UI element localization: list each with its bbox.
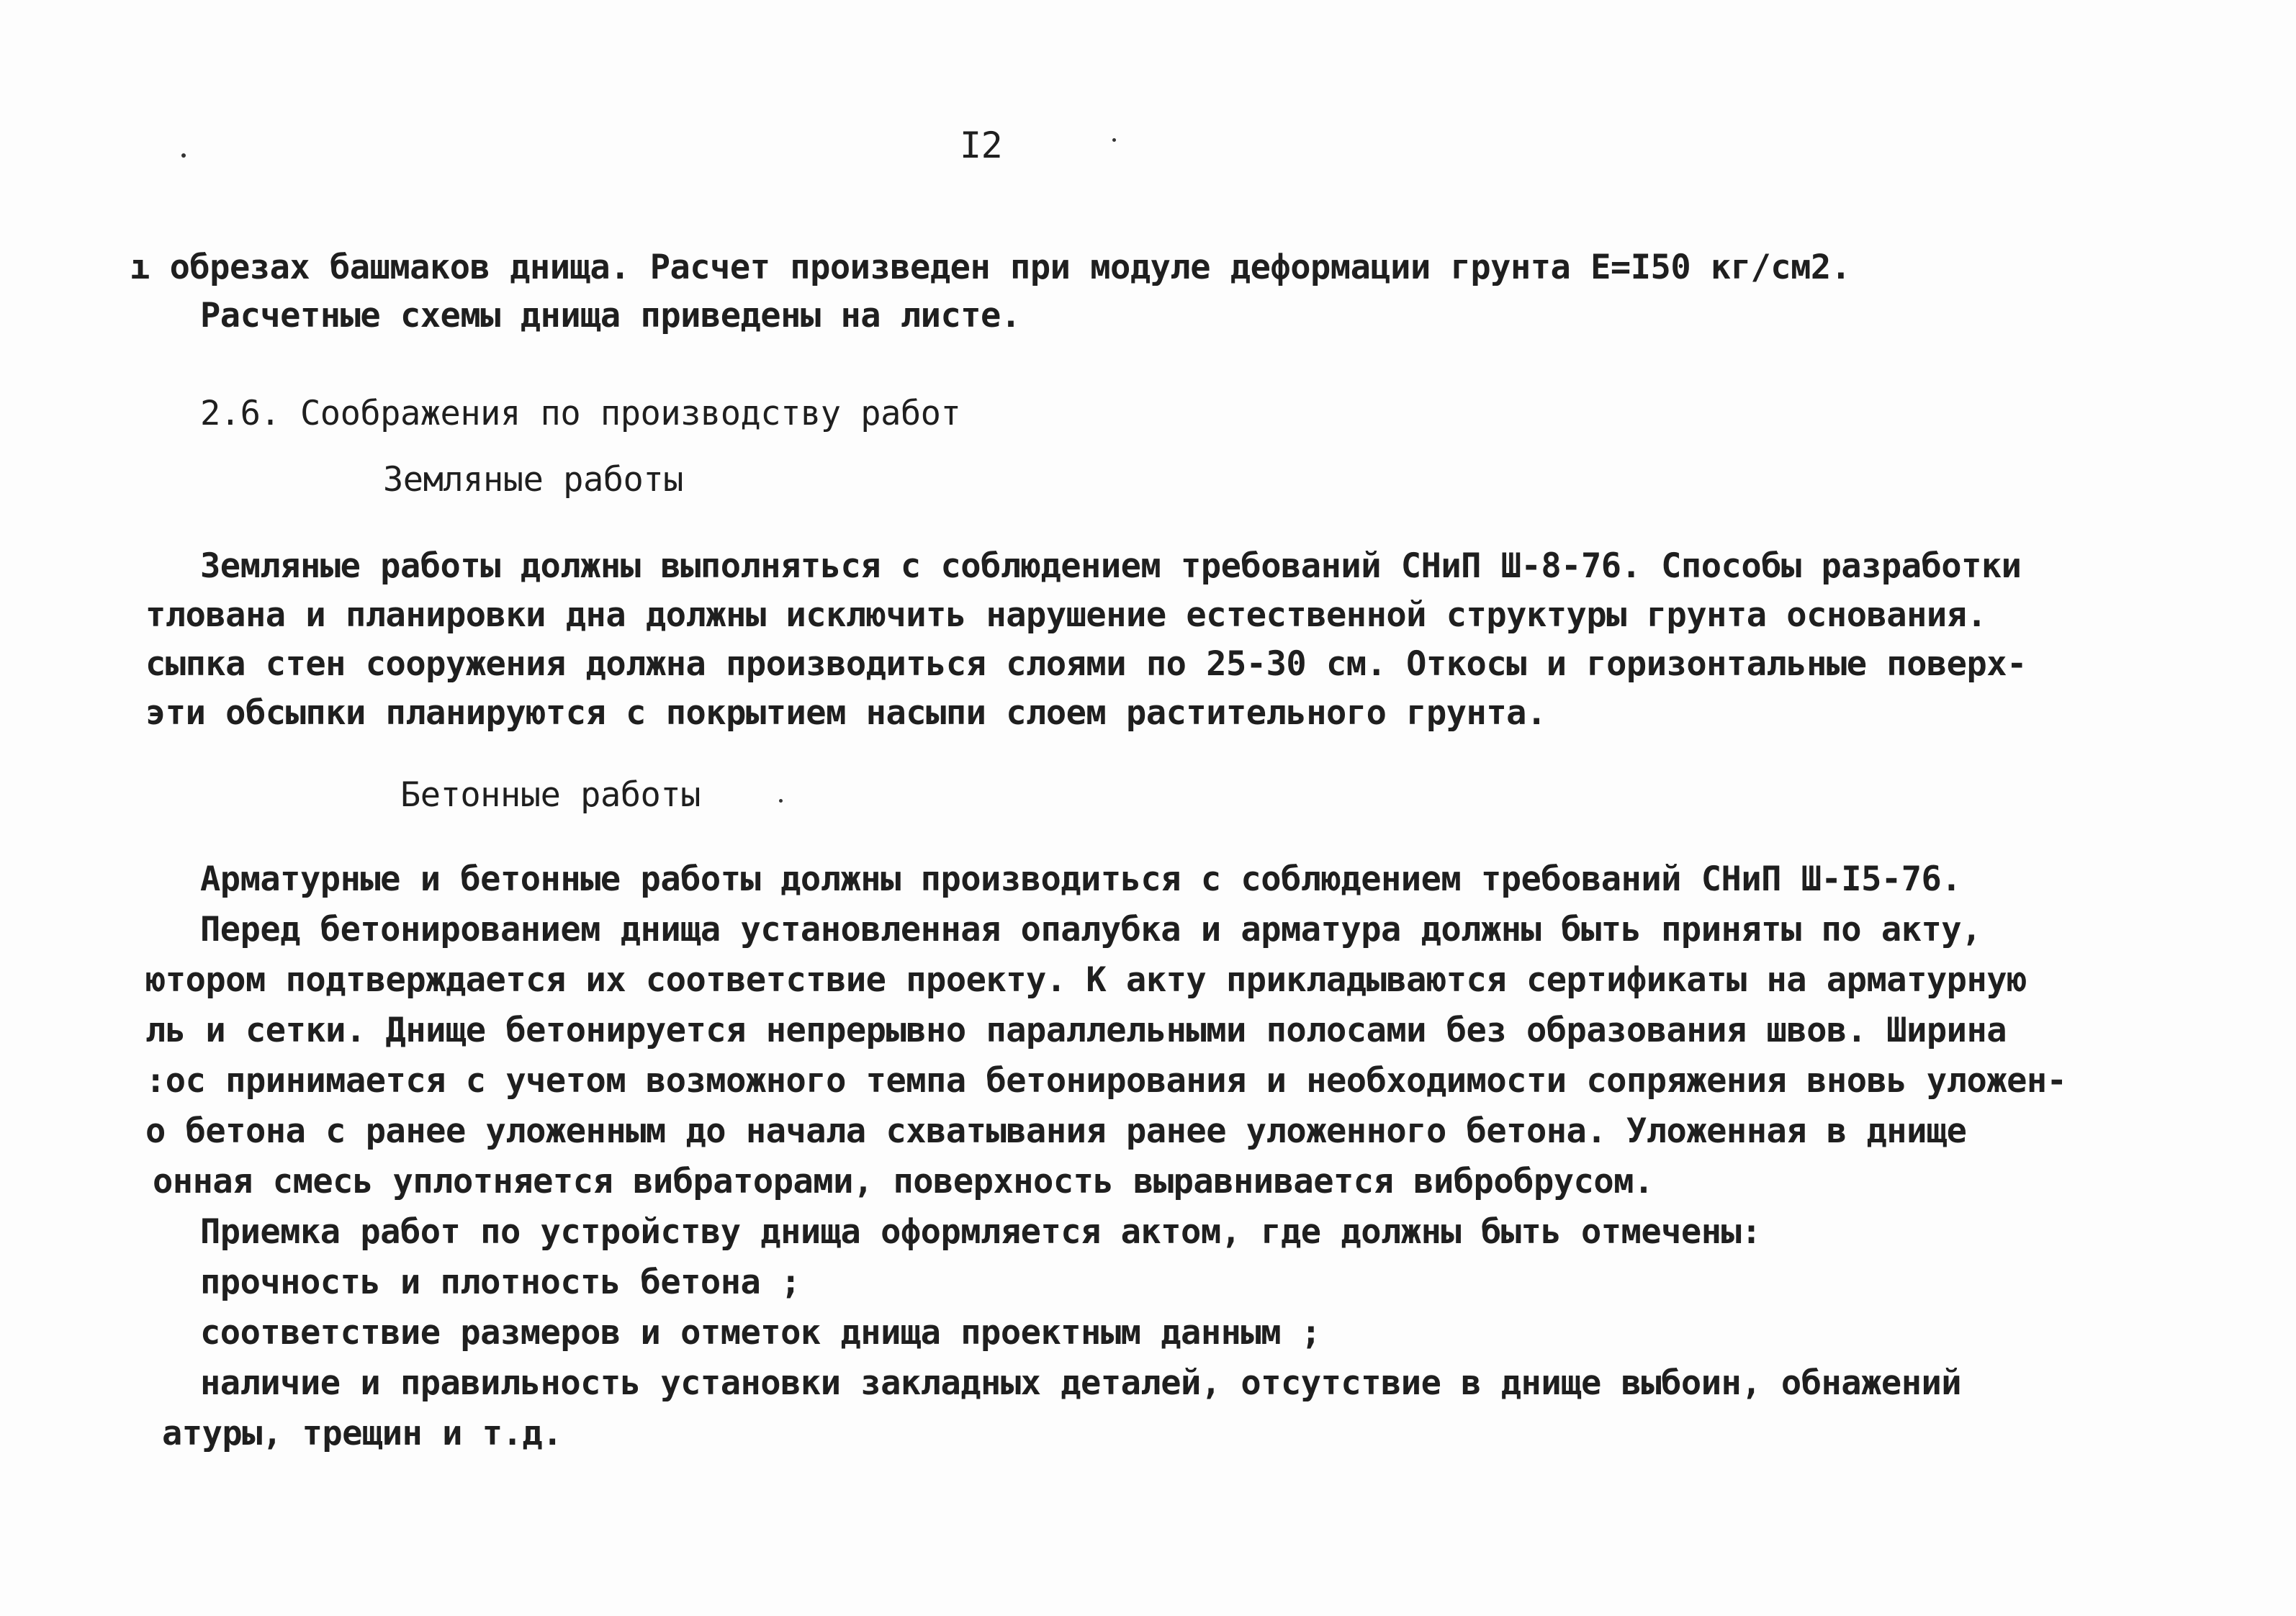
- concrete-line: Перед бетонированием днища установленная опалубка и арматура должны быть приняты по акту,: [200, 910, 1981, 949]
- earthworks-line: тлована и планировки дна должны исключить нарушение естественной структуры грунта основания.: [145, 595, 1987, 635]
- concrete-line: ль и сетки. Днище бетонируется непрерывно параллельными полосами без образования швов. Ширина: [145, 1011, 2007, 1050]
- concrete-line: Приемка работ по устройству днища оформляется актом, где должны быть отмечены:: [200, 1212, 1762, 1252]
- concrete-line: онная смесь уплотняется вибраторами, поверхность выравнивается вибробрусом.: [153, 1162, 1654, 1201]
- earthworks-line: сыпка стен сооружения должна производиться слоями по 25-30 см. Откосы и горизонтальные поверх-: [145, 644, 2027, 684]
- scan-speck: [181, 153, 186, 158]
- concrete-subheading: Бетонные работы: [400, 775, 701, 815]
- intro-line-2: Расчетные схемы днища приведены на листе.: [200, 296, 1021, 335]
- intro-line-1: ı обрезах башмаков днища. Расчет произведен при модуле деформации грунта Е=I50 кг/см2.: [130, 248, 1851, 287]
- page-number: I2: [960, 125, 1003, 166]
- concrete-line: ютором подтверждается их соответствие проекту. К акту прикладываются сертификаты на арматурную: [145, 960, 2027, 1000]
- section-heading: 2.6. Соображения по производству работ: [200, 394, 961, 433]
- concrete-line: о бетона с ранее уложенным до начала схватывания ранее уложенного бетона. Уложенная в днище: [145, 1111, 1967, 1151]
- earthworks-line: эти обсыпки планируются с покрытием насыпи слоем растительного грунта.: [145, 693, 1547, 733]
- concrete-line: наличие и правильность установки закладных деталей, отсутствие в днище выбоин, обнажений: [200, 1363, 1962, 1403]
- earthworks-subheading: Земляные работы: [383, 460, 683, 500]
- concrete-line: :ос принимается с учетом возможного темпа бетонирования и необходимости сопряжения вновь уложен-: [145, 1061, 2067, 1101]
- concrete-line: прочность и плотность бетона ;: [200, 1263, 801, 1302]
- concrete-line: Арматурные и бетонные работы должны производиться с соблюдением требований СНиП Ш-I5-76.: [200, 859, 1962, 899]
- scan-speck: [779, 799, 783, 803]
- concrete-line: атуры, трещин и т.д.: [162, 1414, 562, 1453]
- earthworks-line: Земляные работы должны выполняться с соблюдением требований СНиП Ш-8-76. Способы разработки: [200, 546, 2022, 586]
- concrete-line: соответствие размеров и отметок днища проектным данным ;: [200, 1313, 1321, 1353]
- scan-speck: [1112, 138, 1116, 142]
